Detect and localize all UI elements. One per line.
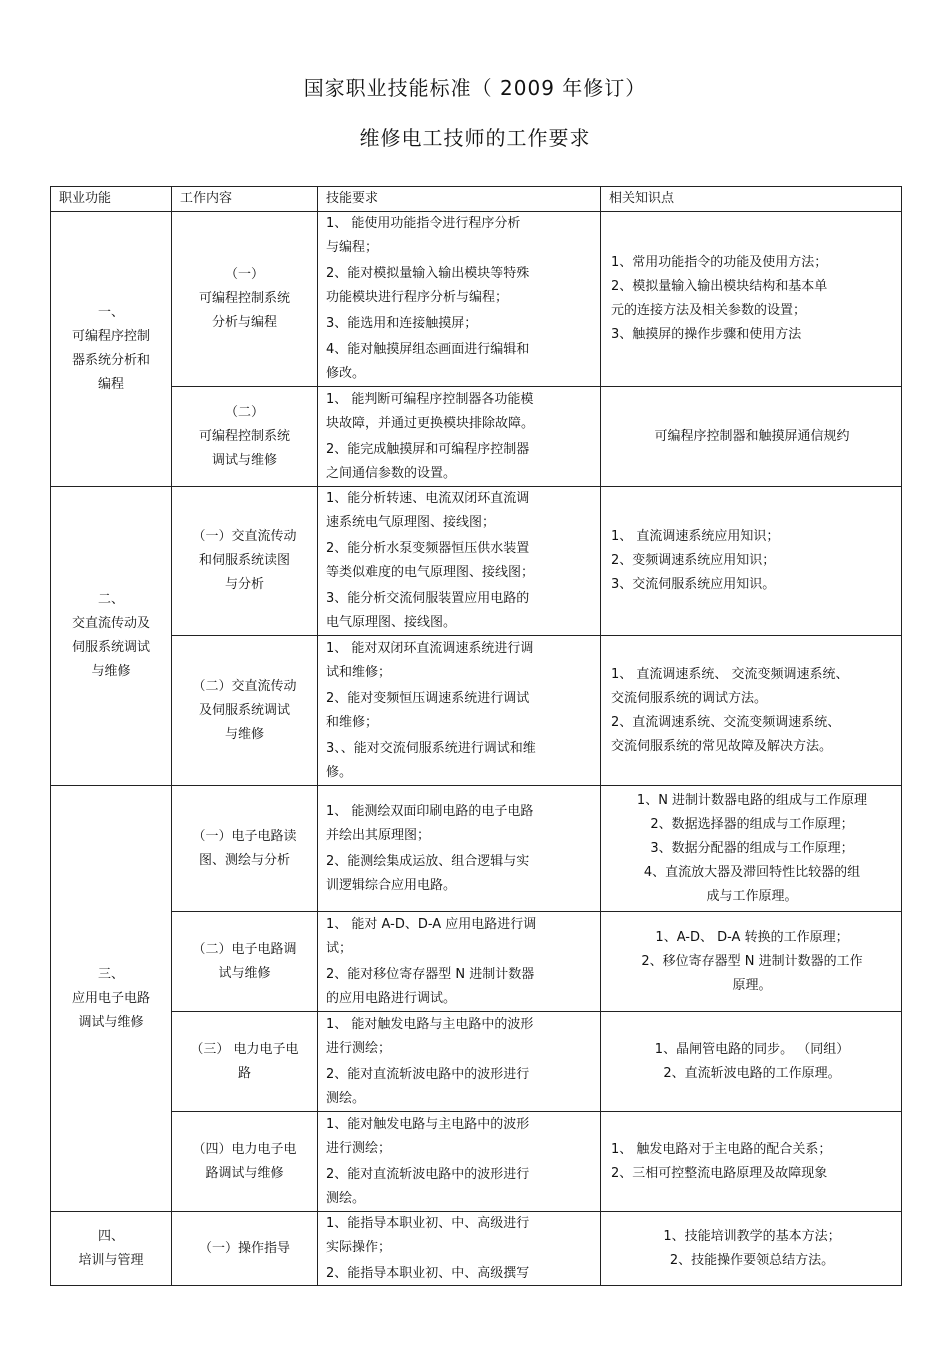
skill-requirements-cell [318,636,601,786]
job-function-line: 伺服系统调试 [71,640,150,655]
knowledge-item-line: 1、A-D、 D-A 转换的工作原理； [655,929,849,945]
header-content: 工作内容 [172,187,318,212]
skill-item-line: 2、能对模拟量输入输出模块等特殊 [326,266,530,281]
work-content-line: 可编程控制系统 [198,291,290,306]
skill-item-line: 3、能分析交流伺服装置应用电路的 [326,591,530,606]
knowledge-item-line: 元的连接方法及相关参数的设置； [611,303,807,318]
skill-item-line: 和维修； [326,714,379,730]
table-row [51,786,902,912]
header-skills: 技能要求 [318,187,601,212]
knowledge-item-line: 2、直流调速系统、交流变频调速系统、 [611,714,841,730]
skill-item-line: 之间通信参数的设置。 [326,465,457,481]
skill-item-line: 的应用电路进行调试。 [326,990,457,1006]
table-row [51,212,902,387]
knowledge-item-line: 3、数据分配器的组成与工作原理； [650,840,854,856]
skill-requirements-cell [318,786,601,912]
header-function: 职业功能 [51,187,172,212]
skill-item-line: 2、能指导本职业初、中、高级撰写 [326,1266,530,1281]
job-function-cell [51,212,172,487]
work-content-line: 与维修 [224,726,264,742]
knowledge-item-line: 1、常用功能指令的功能及使用方法； [611,255,828,270]
skill-item-line: 电气原理图、接线图。 [326,615,457,630]
skill-item-line: 2、能对移位寄存器型 N 进制计数器 [326,966,535,982]
skill-requirements-cell [318,487,601,636]
work-content-cell [172,786,318,912]
work-content-line: 图、测绘与分析 [198,852,290,868]
work-content-line: 及伺服系统调试 [198,702,290,718]
job-function-line: 三、 [97,966,124,982]
table-row [51,636,902,786]
knowledge-item-line: 2、三相可控整流电路原理及故障现象 [611,1165,828,1181]
work-content-line: 与分析 [224,577,264,592]
skill-requirements-cell [318,387,601,487]
job-function-line: 调试与维修 [78,1014,144,1030]
job-function-cell [51,786,172,1212]
skill-item-line: 1、 能使用功能指令进行程序分析 [326,216,521,231]
related-knowledge-cell [601,636,902,786]
job-function-line: 与维修 [91,664,131,679]
job-function-line: 编程 [97,377,124,392]
work-content-line: （二）电子电路调 [192,941,297,957]
work-content-line: 可编程控制系统 [198,428,290,444]
skill-item-line: 1、 能对 A-D、D-A 应用电路进行调 [326,916,537,932]
requirements-table-body [51,187,902,1286]
work-content-line: （二）交直流传动 [192,678,297,694]
skill-item-line: 与编程； [326,240,379,255]
work-content-line: 分析与编程 [211,315,277,330]
knowledge-item-line: 1、技能培训教学的基本方法； [663,1228,841,1244]
knowledge-item-line: 1、 直流调速系统应用知识； [611,529,780,544]
skill-item-line: 速系统电气原理图、接线图； [326,515,496,530]
work-content-cell [172,912,318,1012]
knowledge-item-line: 4、直流放大器及滞回特性比较器的组 [643,864,861,880]
skill-item-line: 2、能对直流斩波电路中的波形进行 [326,1166,530,1182]
document-title: 国家职业技能标准（ 2009 年修订） [303,76,647,100]
job-function-line: 交直流传动及 [71,616,150,631]
job-function-line: 器系统分析和 [71,353,150,368]
work-content-line: （四）电力电子电 [192,1141,297,1157]
skill-item-line: 1、 能对双闭环直流调速系统进行调 [326,640,534,656]
knowledge-item-line: 1、N 进制计数器电路的组成与工作原理 [636,792,868,808]
skill-item-line: 进行测绘； [326,1140,392,1156]
skill-item-line: 1、 能对触发电路与主电路中的波形 [326,1016,534,1032]
skill-item-line: 测绘。 [326,1190,366,1206]
knowledge-item-line: 3、触摸屏的操作步骤和使用方法 [611,327,802,342]
related-knowledge-cell [601,912,902,1012]
requirements-table [50,186,902,1286]
knowledge-item-line: 3、交流伺服系统应用知识。 [611,577,776,592]
related-knowledge-cell [601,487,902,636]
work-content-cell [172,1212,318,1286]
job-function-line: 一、 [97,305,124,320]
skill-item-line: 功能模块进行程序分析与编程； [326,290,509,305]
knowledge-item-line: 1、 直流调速系统、 交流变频调速系统、 [611,666,849,682]
job-function-line: 应用电子电路 [71,990,150,1006]
work-content-cell [172,212,318,387]
related-knowledge-cell [601,387,902,487]
work-content-line: （一） [224,267,264,282]
table-row [51,1112,902,1212]
skill-item-line: 并绘出其原理图； [326,827,431,843]
knowledge-item-line: 可编程序控制器和触摸屏通信规约 [654,428,850,444]
skill-item-line: 测绘。 [326,1090,366,1106]
skill-item-line: 2、能分析水泵变频器恒压供水装置 [326,541,530,556]
table-row [51,1212,902,1286]
work-content-line: （一）操作指导 [198,1240,290,1256]
knowledge-item-line: 1、晶闸管电路的同步。 （同组） [654,1041,850,1057]
skill-item-line: 进行测绘； [326,1040,392,1056]
work-content-line: 调试与维修 [211,452,277,468]
job-function-line: 二、 [97,592,124,607]
work-content-line: （二） [224,404,264,420]
related-knowledge-cell [601,1112,902,1212]
skill-item-line: 等类似难度的电气原理图、接线图； [326,565,535,580]
work-content-cell [172,636,318,786]
skill-item-line: 修改。 [326,366,366,381]
related-knowledge-cell [601,1012,902,1112]
table-row [51,487,902,636]
job-function-line: 四、 [97,1228,124,1244]
table-row [51,912,902,1012]
skill-item-line: 修。 [326,764,353,780]
knowledge-item-line: 交流伺服系统的调试方法。 [611,690,768,706]
work-content-cell [172,1012,318,1112]
job-function-cell [51,1212,172,1286]
work-content-line: （一）电子电路读 [192,828,297,844]
table-row [51,1012,902,1112]
related-knowledge-cell [601,786,902,912]
skill-item-line: 试和维修； [326,664,392,680]
job-function-line: 可编程序控制 [71,329,150,344]
table-header-row [51,187,902,212]
work-content-line: （一）交直流传动 [192,529,297,544]
skill-item-line: 3、能选用和连接触摸屏； [326,316,478,331]
header-knowledge: 相关知识点 [601,187,902,212]
knowledge-item-line: 2、直流斩波电路的工作原理。 [663,1065,841,1081]
skill-item-line: 2、能对直流斩波电路中的波形进行 [326,1066,530,1082]
skill-requirements-cell [318,912,601,1012]
skill-item-line: 2、能完成触摸屏和可编程序控制器 [326,441,530,457]
skill-item-line: 1、 能判断可编程序控制器各功能模 [326,391,534,407]
skill-requirements-cell [318,212,601,387]
work-content-line: 试与维修 [218,965,271,981]
knowledge-item-line: 2、模拟量输入输出模块结构和基本单 [611,279,828,294]
related-knowledge-cell [601,212,902,387]
skill-item-line: 1、能分析转速、电流双闭环直流调 [326,491,530,506]
knowledge-item-line: 成与工作原理。 [706,888,798,904]
knowledge-item-line: 交流伺服系统的常见故障及解决方法。 [611,738,833,754]
job-function-cell [51,487,172,786]
knowledge-item-line: 2、变频调速系统应用知识； [611,553,776,568]
knowledge-item-line: 1、 触发电路对于主电路的配合关系； [611,1141,832,1157]
skill-item-line: 1、 能测绘双面印刷电路的电子电路 [326,803,534,819]
job-function-line: 培训与管理 [78,1252,144,1268]
work-content-line: （三） 电力电子电 [190,1041,299,1057]
document-subtitle: 维修电工技师的工作要求 [359,126,591,150]
skill-item-line: 1、能对触发电路与主电路中的波形 [326,1116,530,1132]
table-row [51,387,902,487]
skill-item-line: 训逻辑综合应用电路。 [326,877,457,893]
skill-requirements-cell [318,1112,601,1212]
knowledge-item-line: 2、移位寄存器型 N 进制计数器的工作 [641,953,863,969]
skill-item-line: 2、能测绘集成运放、组合逻辑与实 [326,853,530,869]
skill-item-line: 4、能对触摸屏组态画面进行编辑和 [326,342,530,357]
work-content-line: 路 [237,1065,251,1081]
work-content-cell [172,1112,318,1212]
work-content-cell [172,387,318,487]
related-knowledge-cell [601,1212,902,1286]
knowledge-item-line: 2、技能操作要领总结方法。 [669,1252,835,1268]
skill-item-line: 实际操作； [326,1240,392,1255]
work-content-line: 和伺服系统读图 [198,553,290,568]
work-content-line: 路调试与维修 [205,1165,284,1181]
skill-item-line: 3、、能对交流伺服系统进行调试和维 [326,740,536,756]
knowledge-item-line: 原理。 [732,977,772,993]
skill-item-line: 块故障，并通过更换模块排除故障。 [326,415,535,431]
knowledge-item-line: 2、数据选择器的组成与工作原理； [650,816,854,832]
skill-item-line: 2、能对变频恒压调速系统进行调试 [326,690,530,706]
skill-requirements-cell [318,1012,601,1112]
skill-requirements-cell [318,1212,601,1286]
skill-item-line: 试； [326,940,353,956]
skill-item-line: 1、能指导本职业初、中、高级进行 [326,1216,530,1231]
work-content-cell [172,487,318,636]
